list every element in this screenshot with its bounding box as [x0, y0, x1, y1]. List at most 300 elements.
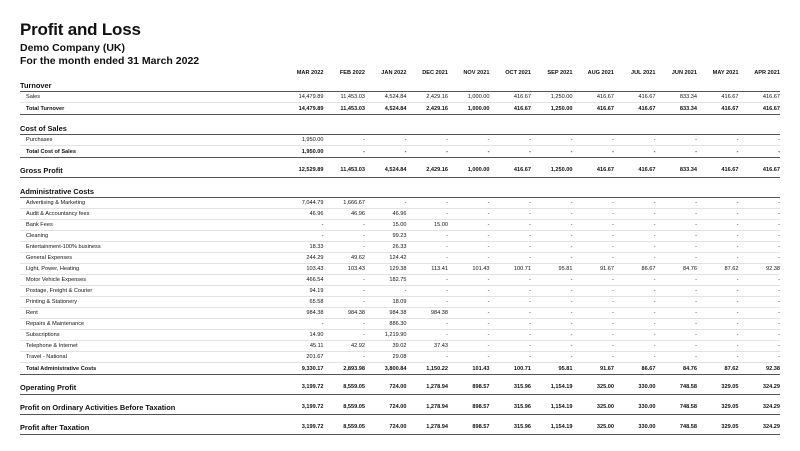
- section-header-value: [407, 77, 449, 92]
- line-item-row-value: -: [490, 286, 532, 297]
- line-item-row: [20, 297, 780, 308]
- line-item-row-value: -: [697, 341, 739, 352]
- total-row-value: 86.67: [614, 363, 656, 375]
- line-item-row-value: -: [531, 341, 573, 352]
- column-header: AUG 2021: [587, 70, 614, 76]
- line-item-row-value: -: [448, 242, 490, 253]
- line-item-row-value: 95.81: [531, 264, 573, 275]
- line-item-row-value: 984.38: [282, 308, 324, 319]
- line-item-row-value: -: [656, 319, 698, 330]
- line-item-row-value: -: [490, 209, 532, 220]
- column-header: SEP 2021: [547, 70, 573, 76]
- section-header-value: [407, 120, 449, 135]
- summary-row-value: 315.96: [490, 420, 532, 435]
- column-header: APR 2021: [754, 70, 780, 76]
- line-item-row-value: 14.90: [282, 330, 324, 341]
- summary-row-value: 1,278.94: [407, 380, 449, 395]
- line-item-row: [20, 275, 780, 286]
- section-header-value: [365, 77, 407, 92]
- summary-row-value: 416.67: [614, 163, 656, 178]
- summary-row-value: 325.00: [573, 380, 615, 395]
- summary-row-value: 324.29: [739, 380, 781, 395]
- line-item-row-value: -: [573, 135, 615, 146]
- line-item-row-value: -: [324, 319, 366, 330]
- line-item-row-value: -: [448, 286, 490, 297]
- line-item-row-value: -: [697, 209, 739, 220]
- summary-row-value: 329.05: [697, 380, 739, 395]
- line-item-row-value: -: [573, 352, 615, 363]
- line-item-row-value: -: [490, 231, 532, 242]
- line-item-row-value: -: [407, 330, 449, 341]
- line-item-row: [20, 286, 780, 297]
- table-body: [20, 77, 780, 435]
- section-header-value: [573, 183, 615, 198]
- line-item-row-value: 65.58: [282, 297, 324, 308]
- line-item-row-value: -: [324, 135, 366, 146]
- section-header-value: [656, 183, 698, 198]
- summary-row-value: 416.67: [739, 163, 781, 178]
- summary-row-value: 330.00: [614, 420, 656, 435]
- line-item-row: [20, 319, 780, 330]
- line-item-row-value: -: [697, 242, 739, 253]
- line-item-row-value: -: [365, 198, 407, 209]
- line-item-row-value: -: [573, 286, 615, 297]
- line-item-row-value: 129.38: [365, 264, 407, 275]
- line-item-row-value: 1,000.00: [448, 92, 490, 103]
- line-item-row-value: -: [656, 341, 698, 352]
- section-header-value: [573, 120, 615, 135]
- summary-row-value: 330.00: [614, 400, 656, 415]
- summary-row: [20, 420, 780, 435]
- line-item-row-value: -: [656, 242, 698, 253]
- line-item-row-value: -: [656, 330, 698, 341]
- line-item-row-value: -: [739, 319, 781, 330]
- line-item-row-label: Purchases: [20, 135, 282, 146]
- line-item-row-value: -: [614, 242, 656, 253]
- line-item-row-value: -: [448, 341, 490, 352]
- line-item-row-value: -: [573, 220, 615, 231]
- line-item-row-value: -: [490, 135, 532, 146]
- summary-row-label: Profit after Taxation: [20, 420, 282, 435]
- line-item-row-value: 113.41: [407, 264, 449, 275]
- summary-row-value: 3,199.72: [282, 380, 324, 395]
- line-item-row-value: -: [656, 220, 698, 231]
- section-header: [20, 183, 780, 198]
- summary-row-value: 3,199.72: [282, 420, 324, 435]
- line-item-row-value: -: [614, 253, 656, 264]
- line-item-row-value: -: [614, 275, 656, 286]
- line-item-row-value: -: [531, 231, 573, 242]
- total-row: [20, 103, 780, 115]
- line-item-row-value: -: [365, 286, 407, 297]
- line-item-row-label: Subscriptions: [20, 330, 282, 341]
- total-row-value: 11,453.03: [324, 103, 366, 115]
- line-item-row-value: -: [448, 330, 490, 341]
- column-header: NOV 2021: [463, 70, 490, 76]
- line-item-row-value: -: [448, 352, 490, 363]
- line-item-row-value: -: [697, 135, 739, 146]
- line-item-row-value: 15.00: [365, 220, 407, 231]
- line-item-row-value: -: [282, 231, 324, 242]
- total-row-value: -: [324, 146, 366, 158]
- line-item-row-label: Telephone & Internet: [20, 341, 282, 352]
- line-item-row-value: -: [407, 319, 449, 330]
- summary-row-value: 2,429.16: [407, 163, 449, 178]
- line-item-row-value: 46.96: [282, 209, 324, 220]
- summary-row-label: Gross Profit: [20, 163, 282, 178]
- summary-row-value: 724.00: [365, 420, 407, 435]
- line-item-row-value: -: [324, 330, 366, 341]
- line-item-row: [20, 92, 780, 103]
- summary-row: [20, 400, 780, 415]
- line-item-row-value: -: [407, 352, 449, 363]
- summary-row-value: 1,278.94: [407, 400, 449, 415]
- line-item-row-label: Travel - National: [20, 352, 282, 363]
- total-row-value: 9,330.17: [282, 363, 324, 375]
- line-item-row-value: 42.92: [324, 341, 366, 352]
- line-item-row-value: -: [739, 220, 781, 231]
- summary-row-value: 1,154.19: [531, 380, 573, 395]
- line-item-row-value: -: [490, 242, 532, 253]
- summary-row-value: 724.00: [365, 400, 407, 415]
- line-item-row-value: 86.67: [614, 264, 656, 275]
- section-header-value: [697, 77, 739, 92]
- line-item-row-value: -: [407, 198, 449, 209]
- summary-row-value: 329.05: [697, 420, 739, 435]
- line-item-row-value: -: [614, 330, 656, 341]
- summary-row-value: 1,250.00: [531, 163, 573, 178]
- line-item-row-value: -: [282, 319, 324, 330]
- line-item-row-value: -: [324, 297, 366, 308]
- line-item-row-value: -: [448, 308, 490, 319]
- line-item-row-value: -: [531, 209, 573, 220]
- column-header: JUL 2021: [631, 70, 656, 76]
- summary-row-value: 8,559.05: [324, 400, 366, 415]
- line-item-row-value: -: [448, 253, 490, 264]
- line-item-row-value: -: [448, 319, 490, 330]
- section-header: [20, 77, 780, 92]
- line-item-row-value: -: [739, 253, 781, 264]
- total-row-value: -: [531, 146, 573, 158]
- line-item-row-value: 416.67: [490, 92, 532, 103]
- line-item-row-value: 87.62: [697, 264, 739, 275]
- column-header: JUN 2021: [671, 70, 697, 76]
- line-item-row-value: -: [614, 297, 656, 308]
- total-row-value: -: [573, 146, 615, 158]
- summary-row-value: 8,559.05: [324, 420, 366, 435]
- line-item-row-value: -: [407, 297, 449, 308]
- line-item-row-label: Rent: [20, 308, 282, 319]
- summary-row-value: 1,278.94: [407, 420, 449, 435]
- summary-row-value: 324.29: [739, 400, 781, 415]
- profit-loss-table: [20, 64, 780, 435]
- line-item-row-value: 1,250.00: [531, 92, 573, 103]
- section-header-value: [448, 77, 490, 92]
- line-item-row-value: -: [531, 297, 573, 308]
- line-item-row-value: -: [531, 135, 573, 146]
- line-item-row-value: 99.23: [365, 231, 407, 242]
- line-item-row-value: -: [324, 352, 366, 363]
- summary-row-value: 4,524.84: [365, 163, 407, 178]
- total-row-value: 14,479.89: [282, 103, 324, 115]
- line-item-row-value: -: [490, 220, 532, 231]
- total-row: [20, 146, 780, 158]
- line-item-row-value: -: [324, 275, 366, 286]
- line-item-row-value: -: [739, 286, 781, 297]
- line-item-row-value: -: [739, 341, 781, 352]
- section-header-value: [656, 77, 698, 92]
- total-row-value: 2,429.16: [407, 103, 449, 115]
- line-item-row-value: -: [697, 231, 739, 242]
- total-row-value: 2,893.98: [324, 363, 366, 375]
- summary-row-label: Profit on Ordinary Activities Before Taxation: [20, 400, 282, 415]
- line-item-row-value: -: [614, 319, 656, 330]
- total-row-value: -: [448, 146, 490, 158]
- section-header-value: [531, 120, 573, 135]
- line-item-row-label: Repairs & Maintenance: [20, 319, 282, 330]
- summary-row-value: 1,154.19: [531, 400, 573, 415]
- report-period: For the month ended 31 March 2022: [20, 55, 200, 67]
- line-item-row-value: -: [448, 135, 490, 146]
- summary-row-value: 898.57: [448, 380, 490, 395]
- line-item-row-value: 103.43: [324, 264, 366, 275]
- line-item-row-value: -: [324, 286, 366, 297]
- line-item-row-value: -: [448, 297, 490, 308]
- line-item-row-value: -: [614, 209, 656, 220]
- line-item-row-value: -: [573, 341, 615, 352]
- line-item-row-value: -: [407, 275, 449, 286]
- line-item-row-value: -: [531, 275, 573, 286]
- section-header-value: [531, 183, 573, 198]
- line-item-row-value: 416.67: [573, 92, 615, 103]
- line-item-row-value: -: [739, 242, 781, 253]
- summary-row-value: 898.57: [448, 420, 490, 435]
- line-item-row-value: -: [656, 352, 698, 363]
- line-item-row-value: -: [656, 286, 698, 297]
- line-item-row-value: 1,666.67: [324, 198, 366, 209]
- column-header: MAR 2022: [296, 70, 324, 76]
- line-item-row-value: -: [739, 352, 781, 363]
- line-item-row-value: -: [324, 242, 366, 253]
- line-item-row-value: 4,524.84: [365, 92, 407, 103]
- section-header-value: [739, 77, 781, 92]
- line-item-row-value: -: [697, 220, 739, 231]
- line-item-row-label: Bank Fees: [20, 220, 282, 231]
- company-name: Demo Company (UK): [20, 42, 126, 54]
- line-item-row-value: -: [448, 231, 490, 242]
- line-item-row-value: -: [614, 352, 656, 363]
- line-item-row-value: 886.30: [365, 319, 407, 330]
- line-item-row-value: -: [656, 253, 698, 264]
- line-item-row: [20, 330, 780, 341]
- total-row-value: -: [365, 146, 407, 158]
- line-item-row: [20, 308, 780, 319]
- line-item-row-value: -: [573, 198, 615, 209]
- line-item-row-label: Sales: [20, 92, 282, 103]
- line-item-row-value: 416.67: [697, 92, 739, 103]
- line-item-row-value: -: [407, 286, 449, 297]
- column-header: MAY 2021: [712, 70, 739, 76]
- line-item-row-value: -: [531, 286, 573, 297]
- section-header-label: Administrative Costs: [20, 183, 282, 198]
- total-row-value: 3,800.84: [365, 363, 407, 375]
- section-header-label: Turnover: [20, 77, 282, 92]
- summary-row-value: 748.58: [656, 400, 698, 415]
- line-item-row-value: -: [531, 352, 573, 363]
- summary-row-value: 833.34: [656, 163, 698, 178]
- total-row: [20, 363, 780, 375]
- line-item-row-label: Printing & Stationery: [20, 297, 282, 308]
- line-item-row: [20, 198, 780, 209]
- line-item-row-value: -: [656, 135, 698, 146]
- total-row-value: 91.67: [573, 363, 615, 375]
- line-item-row-label: Advertising & Marketing: [20, 198, 282, 209]
- column-header: FEB 2022: [339, 70, 365, 76]
- line-item-row-value: 833.34: [656, 92, 698, 103]
- section-header-value: [365, 120, 407, 135]
- line-item-row-value: -: [656, 209, 698, 220]
- line-item-row-value: -: [614, 198, 656, 209]
- line-item-row-value: 124.42: [365, 253, 407, 264]
- section-header-value: [739, 183, 781, 198]
- line-item-row-value: -: [614, 231, 656, 242]
- total-row-value: 92.38: [739, 363, 781, 375]
- line-item-row-value: 984.38: [365, 308, 407, 319]
- line-item-row-value: 1,219.90: [365, 330, 407, 341]
- line-item-row-value: -: [448, 275, 490, 286]
- section-header-value: [324, 77, 366, 92]
- section-header: [20, 120, 780, 135]
- line-item-row-value: -: [697, 275, 739, 286]
- line-item-row-value: -: [739, 308, 781, 319]
- section-header-value: [282, 120, 324, 135]
- line-item-row-value: 15.00: [407, 220, 449, 231]
- summary-row-value: 416.67: [573, 163, 615, 178]
- line-item-row-value: 182.75: [365, 275, 407, 286]
- total-row-value: 1,950.00: [282, 146, 324, 158]
- summary-row-value: 748.58: [656, 380, 698, 395]
- summary-row-value: 330.00: [614, 380, 656, 395]
- line-item-row-value: -: [490, 253, 532, 264]
- total-row-value: -: [739, 146, 781, 158]
- line-item-row-value: -: [656, 275, 698, 286]
- line-item-row-value: -: [407, 242, 449, 253]
- summary-row: [20, 380, 780, 395]
- section-header-value: [282, 183, 324, 198]
- total-row-value: 416.67: [614, 103, 656, 115]
- total-row-value: 95.81: [531, 363, 573, 375]
- line-item-row-value: -: [739, 209, 781, 220]
- line-item-row-value: -: [407, 135, 449, 146]
- report-title: Profit and Loss: [20, 20, 141, 39]
- line-item-row-value: 101.43: [448, 264, 490, 275]
- section-header-value: [614, 120, 656, 135]
- line-item-row-value: -: [324, 220, 366, 231]
- line-item-row-label: Light, Power, Heating: [20, 264, 282, 275]
- line-item-row-value: -: [697, 198, 739, 209]
- section-header-value: [614, 183, 656, 198]
- section-header-value: [614, 77, 656, 92]
- summary-row-value: 1,154.19: [531, 420, 573, 435]
- line-item-row-value: -: [739, 275, 781, 286]
- line-item-row: [20, 341, 780, 352]
- line-item-row-value: -: [490, 341, 532, 352]
- section-header-value: [573, 77, 615, 92]
- total-row-value: -: [697, 146, 739, 158]
- line-item-row-value: 984.38: [324, 308, 366, 319]
- line-item-row-value: -: [490, 330, 532, 341]
- line-item-row-value: -: [697, 286, 739, 297]
- section-header-value: [531, 77, 573, 92]
- line-item-row-label: General Expenses: [20, 253, 282, 264]
- total-row-label: Total Administrative Costs: [20, 363, 282, 375]
- summary-row-value: 416.67: [697, 163, 739, 178]
- line-item-row-value: 1,950.00: [282, 135, 324, 146]
- section-header-value: [739, 120, 781, 135]
- line-item-row-value: -: [614, 135, 656, 146]
- total-row-value: -: [407, 146, 449, 158]
- line-item-row-value: 29.08: [365, 352, 407, 363]
- line-item-row-value: -: [448, 198, 490, 209]
- total-row-value: 416.67: [573, 103, 615, 115]
- line-item-row-value: 46.96: [365, 209, 407, 220]
- summary-row-value: 898.57: [448, 400, 490, 415]
- line-item-row-value: -: [656, 297, 698, 308]
- line-item-row-value: 103.43: [282, 264, 324, 275]
- total-row-label: Total Turnover: [20, 103, 282, 115]
- line-item-row-value: 37.43: [407, 341, 449, 352]
- line-item-row-label: Entertainment-100% business: [20, 242, 282, 253]
- line-item-row-value: -: [490, 308, 532, 319]
- summary-row-value: 325.00: [573, 420, 615, 435]
- line-item-row-value: 91.67: [573, 264, 615, 275]
- section-header-value: [282, 77, 324, 92]
- line-item-row-value: -: [448, 209, 490, 220]
- section-header-value: [407, 183, 449, 198]
- total-row-value: 101.43: [448, 363, 490, 375]
- line-item-row-value: -: [407, 231, 449, 242]
- line-item-row-value: -: [739, 330, 781, 341]
- line-item-row-value: -: [697, 297, 739, 308]
- line-item-row-value: 92.38: [739, 264, 781, 275]
- line-item-row: [20, 253, 780, 264]
- summary-row-value: 1,000.00: [448, 163, 490, 178]
- total-row-value: 1,000.00: [448, 103, 490, 115]
- line-item-row-value: -: [531, 253, 573, 264]
- line-item-row-value: 26.33: [365, 242, 407, 253]
- line-item-row-value: -: [573, 319, 615, 330]
- line-item-row-value: -: [573, 253, 615, 264]
- line-item-row-value: 18.09: [365, 297, 407, 308]
- summary-row-value: 11,453.03: [324, 163, 366, 178]
- line-item-row-value: -: [531, 319, 573, 330]
- section-header-value: [697, 183, 739, 198]
- line-item-row-value: -: [573, 231, 615, 242]
- line-item-row-value: -: [739, 135, 781, 146]
- line-item-row-value: 244.29: [282, 253, 324, 264]
- line-item-row-label: Motor Vehicle Expenses: [20, 275, 282, 286]
- summary-row-value: 315.96: [490, 400, 532, 415]
- line-item-row: [20, 220, 780, 231]
- section-header-value: [490, 183, 532, 198]
- line-item-row: [20, 231, 780, 242]
- line-item-row-value: -: [656, 308, 698, 319]
- line-item-row-value: 14,479.89: [282, 92, 324, 103]
- summary-row-value: 3,199.72: [282, 400, 324, 415]
- line-item-row-value: 416.67: [739, 92, 781, 103]
- line-item-row-value: -: [324, 231, 366, 242]
- summary-row-value: 12,529.89: [282, 163, 324, 178]
